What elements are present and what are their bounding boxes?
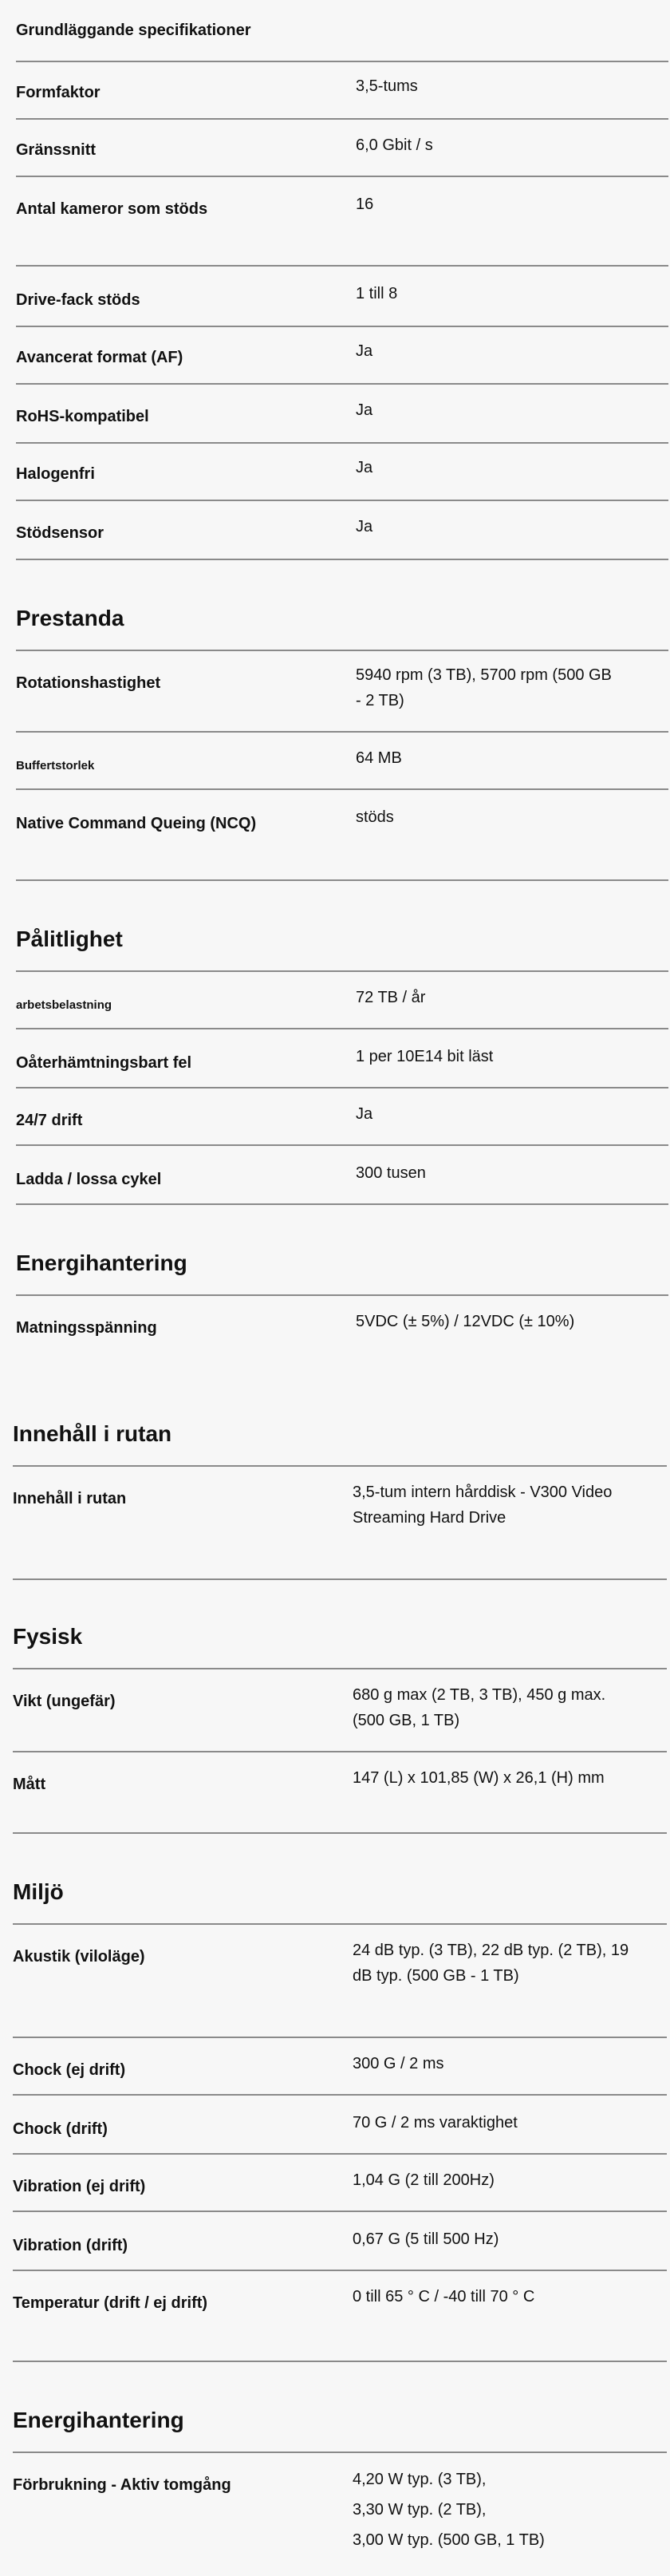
- divider: [16, 326, 668, 327]
- spec-label: Antal kameror som stöds: [16, 200, 208, 218]
- divider: [16, 61, 668, 62]
- spec-value: 680 g max (2 TB, 3 TB), 450 g max. (500 GB, 1 TB): [353, 1686, 606, 1729]
- spec-label: Native Command Queing (NCQ): [16, 815, 257, 832]
- divider: [13, 1578, 667, 1580]
- divider: [16, 383, 668, 385]
- spec-value: Ja: [356, 518, 373, 535]
- spec-value: stöds: [356, 808, 394, 826]
- spec-label: Drive-fack stöds: [16, 291, 140, 309]
- divider: [16, 1087, 668, 1088]
- section-title-box-contents: Innehåll i rutan: [13, 1421, 172, 1446]
- spec-value: 3,5-tums: [356, 77, 418, 95]
- spec-label: Temperatur (drift / ej drift): [13, 2294, 208, 2312]
- divider: [16, 1203, 668, 1205]
- spec-label: Vibration (drift): [13, 2237, 128, 2254]
- spec-label: Vikt (ungefär): [13, 1693, 116, 1710]
- spec-value: 0 till 65 ° C / -40 till 70 ° C: [353, 2288, 535, 2305]
- spec-label: Oåterhämtningsbart fel: [16, 1054, 192, 1072]
- section-title-reliability: Pålitlighet: [16, 926, 123, 951]
- spec-label: Vibration (ej drift): [13, 2178, 146, 2195]
- divider: [13, 1923, 667, 1925]
- section-title-basic-specs: Grundläggande specifikationer: [16, 22, 251, 39]
- divider: [16, 1294, 668, 1296]
- section-title-environment: Miljö: [13, 1879, 64, 1904]
- divider: [16, 970, 668, 972]
- spec-label: Avancerat format (AF): [16, 349, 183, 366]
- divider: [13, 2361, 667, 2362]
- divider: [16, 731, 668, 733]
- spec-value: 4,20 W typ. (3 TB), 3,30 W typ. (2 TB), 3,00 W typ. (500 GB, 1 TB): [353, 2471, 545, 2549]
- spec-label: Rotationshastighet: [16, 674, 161, 692]
- spec-label: RoHS-kompatibel: [16, 408, 149, 425]
- spec-value: 70 G / 2 ms varaktighet: [353, 2114, 518, 2132]
- spec-label: Matningsspänning: [16, 1319, 157, 1337]
- section-title-power-consumption: Energihantering: [13, 2408, 184, 2432]
- spec-value: 3,5-tum intern hårddisk - V300 Video Streaming Hard Drive: [353, 1484, 613, 1527]
- spec-label: 24/7 drift: [16, 1112, 83, 1129]
- spec-value: 1 per 10E14 bit läst: [356, 1048, 494, 1065]
- spec-label: Gränssnitt: [16, 141, 97, 159]
- divider: [16, 500, 668, 501]
- divider: [13, 1832, 667, 1834]
- spec-label: Halogenfri: [16, 465, 95, 483]
- spec-value: Ja: [356, 342, 373, 360]
- spec-label: Innehåll i rutan: [13, 1490, 127, 1507]
- spec-value: 300 tusen: [356, 1164, 426, 1182]
- spec-value: 1,04 G (2 till 200Hz): [353, 2171, 495, 2189]
- spec-label: Mått: [13, 1776, 46, 1793]
- spec-label: Chock (ej drift): [13, 2061, 126, 2079]
- divider: [13, 2211, 667, 2212]
- divider: [16, 442, 668, 444]
- spec-value: 64 MB: [356, 749, 402, 767]
- divider: [13, 2270, 667, 2271]
- divider: [13, 2094, 667, 2096]
- divider: [16, 788, 668, 790]
- divider: [16, 1028, 668, 1029]
- divider: [13, 2037, 667, 2038]
- spec-value: 147 (L) x 101,85 (W) x 26,1 (H) mm: [353, 1769, 605, 1787]
- divider: [13, 1668, 667, 1669]
- divider: [13, 1465, 667, 1467]
- divider: [16, 559, 668, 560]
- spec-label: Ladda / lossa cykel: [16, 1171, 162, 1188]
- spec-value: 6,0 Gbit / s: [356, 136, 433, 154]
- spec-label: arbetsbelastning: [16, 998, 112, 1012]
- divider: [16, 650, 668, 651]
- divider: [16, 1144, 668, 1146]
- spec-value: Ja: [356, 1105, 373, 1123]
- spec-label: Förbrukning - Aktiv tomgång: [13, 2476, 231, 2494]
- divider: [13, 1751, 667, 1752]
- spec-value: 5940 rpm (3 TB), 5700 rpm (500 GB - 2 TB): [356, 666, 612, 709]
- divider: [16, 265, 668, 267]
- spec-value: 1 till 8: [356, 285, 398, 302]
- divider: [13, 2153, 667, 2155]
- spec-value: 5VDC (± 5%) / 12VDC (± 10%): [356, 1313, 575, 1330]
- divider: [16, 879, 668, 881]
- spec-value: 16: [356, 196, 374, 213]
- spec-value: 300 G / 2 ms: [353, 2055, 444, 2072]
- spec-value: 0,67 G (5 till 500 Hz): [353, 2230, 499, 2248]
- spec-label: Stödsensor: [16, 524, 104, 542]
- divider: [16, 118, 668, 120]
- spec-value: Ja: [356, 459, 373, 476]
- spec-value: 24 dB typ. (3 TB), 22 dB typ. (2 TB), 19 dB typ. (500 GB - 1 TB): [353, 1942, 629, 1985]
- spec-label: Akustik (viloläge): [13, 1948, 145, 1966]
- spec-label: Formfaktor: [16, 84, 100, 101]
- section-title-power: Energihantering: [16, 1250, 187, 1275]
- spec-value: Ja: [356, 401, 373, 419]
- spec-label: Buffertstorlek: [16, 759, 95, 772]
- divider: [13, 2452, 667, 2453]
- section-title-performance: Prestanda: [16, 606, 124, 630]
- spec-label: Chock (drift): [13, 2120, 108, 2138]
- spec-value: 72 TB / år: [356, 989, 426, 1006]
- divider: [16, 176, 668, 177]
- section-title-physical: Fysisk: [13, 1624, 83, 1649]
